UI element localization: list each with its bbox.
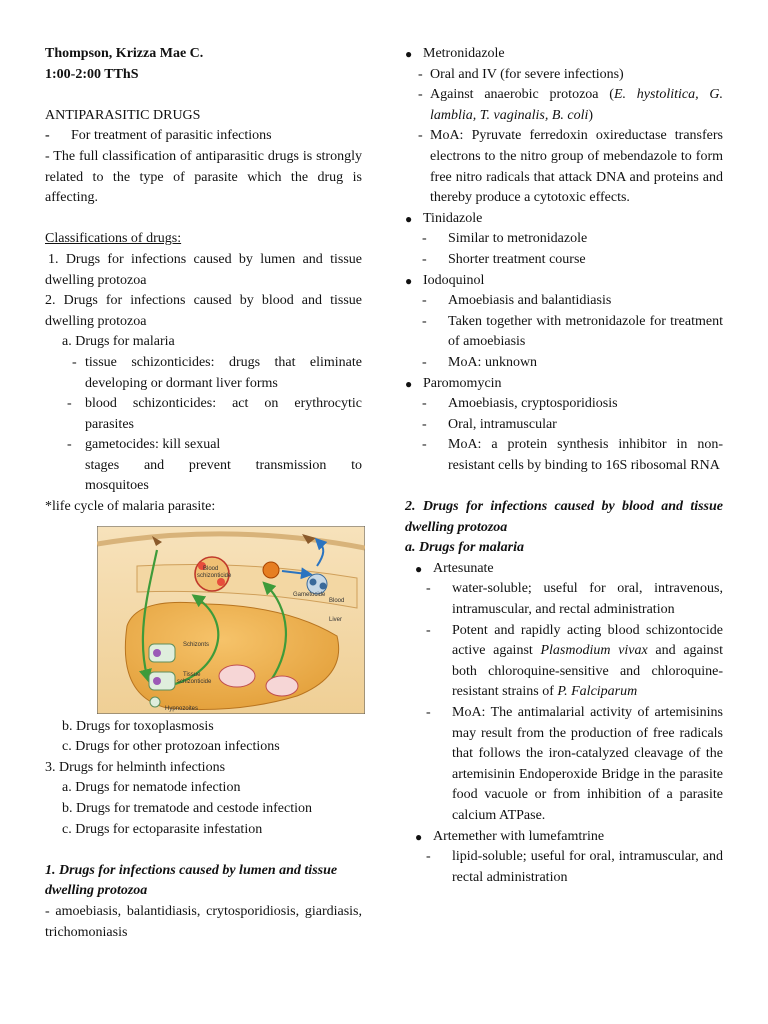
drug-point [426,847,723,888]
drug-point-text: Amoebiasis, cryptosporidiosis [448,396,618,412]
dash-marker: - [418,87,423,103]
drug-point-text: Oral and IV (for severe infections) [430,66,624,82]
drug-point [426,579,723,620]
bullet-icon: ● [405,211,413,226]
drug-point [426,703,723,827]
dash-marker: - [426,705,431,720]
drug-point-text: Shorter treatment course [448,251,586,267]
drug-item-metronidazole [405,44,723,65]
dash-marker: - [422,231,427,247]
dash-marker: - [67,437,72,453]
drug-point-text: water-soluble; useful for oral, intravenous, intramuscular, and rectal administration [452,581,723,618]
drug-point-text: Oral, intramuscular [448,416,557,432]
classifications-heading: Classifications of drugs: [45,231,182,247]
drug-point [422,229,723,250]
drug-name: Tinidazole [423,210,483,226]
malaria-sub-text: gametocides: kill sexual [85,437,221,453]
hepatocyte-cell [149,672,175,690]
organism-name: P. Falciparum [557,684,638,700]
section2-heading: 2. Drugs for infections caused by blood and tissue dwelling protozoa [405,499,723,535]
dash-marker: - [422,437,427,453]
page-title: ANTIPARASITIC DRUGS [45,107,201,123]
figure-label: Schizonts [183,641,210,648]
dash-marker: - [67,396,72,412]
figure-label: schizonticide [177,678,212,685]
dash-marker: - [418,66,423,82]
lifecycle-diagram [97,526,365,714]
left-column [45,44,362,943]
drug-name: Iodoquinol [423,272,485,288]
organism-list: E. hystolitica, G. lamblia, T. vaginalis, B. coli [430,87,723,123]
drug-point [422,250,723,271]
classification-item-3b: b. Drugs for trematode and cestode infection [62,801,312,817]
lifecycle-note: *life cycle of malaria parasite: [45,499,216,515]
drug-point [422,353,723,374]
merozoite-cluster [219,665,255,687]
section2-subheading: a. Drugs for malaria [405,540,525,556]
drug-point-text: and against both chloroquine-sensitive and chloroquine-resistant strains of [452,643,723,700]
dash-marker: - [45,128,50,144]
drug-name: Paromomycin [423,375,502,391]
gametocyte-core [320,582,327,589]
drug-item-iodoquinol [405,271,723,292]
author-name: Thompson, Krizza Mae C. [45,46,204,61]
figure-label: schizonticide [197,572,232,579]
classification-item-2: 2. Drugs for infections caused by blood and tissue dwelling protozoa [45,293,362,329]
intro-point-text: For treatment of parasitic infections [71,128,272,144]
drug-point-text: MoA: Pyruvate ferredoxin oxireductase transfers electrons to the nitro group of mebendazole to form free nitro radicals that attack DNA and proteins and thereby produce a cytotoxic effects. [430,128,723,206]
drug-point-text: MoA: a protein synthesis inhibitor in non-resistant cells by binding to 16S ribosomal RNA [448,437,723,473]
drug-point-text: MoA: unknown [448,354,538,370]
merozoite-cluster [266,676,298,696]
drug-point-text: MoA: The antimalarial activity of artemisinins may result from the production of free radicals that follows the iron-catalyzed cleavage of the artemisinin Endoperoxide Bridge in the parasite food vacuole or from inhibition of a parasite calcium ATPase. [452,705,723,823]
right-column [405,44,723,888]
classification-item-3a: a. Drugs for nematode infection [62,780,241,796]
section1-diseases: - amoebiasis, balantidiasis, crytosporidiosis, giardiasis, trichomoniasis [45,904,362,940]
intro-point [45,126,362,147]
hypnozoite-cell [150,697,160,707]
drug-point-text: Amoebiasis and balantidiasis [448,293,612,309]
figure-label: Tissue [183,671,201,678]
drug-point [405,65,723,86]
figure-label: Gametocide [293,591,326,598]
paren-close: ) [588,107,594,123]
drug-point [426,621,723,703]
drug-point-text: Taken together with metronidazole for treatment of amoebiasis [448,313,723,350]
classification-item-3c: c. Drugs for ectoparasite infestation [62,821,263,837]
classification-item-2a: a. Drugs for malaria [62,334,175,350]
drug-item-paromomycin [405,374,723,395]
dash-marker: - [422,396,427,412]
figure-label: Blood [329,597,345,604]
intro-paragraph: - The full classification of antiparasitic drugs is strongly related to the type of parasite which the drug is affecting. [45,148,362,206]
section1-title: Drugs for infections caused by lumen and tissue dwelling protozoa [45,862,338,899]
malaria-sub-item [45,353,362,394]
malaria-sub-text: tissue schizonticides: drugs that eliminate developing or dormant liver forms [85,354,362,391]
drug-point [422,415,723,436]
dash-marker: - [418,128,423,144]
hepatocyte-nucleus [153,677,161,685]
bullet-icon: ● [405,273,413,288]
figure-label: Blood [203,565,219,572]
drug-point [422,394,723,415]
classification-item-1: 1. Drugs for infections caused by lumen and tissue dwelling protozoa [45,251,362,288]
drug-point [422,312,723,353]
gametocyte-core [310,578,317,585]
drug-point [422,291,723,312]
malaria-lifecycle-figure [97,526,365,714]
drug-point [405,126,723,208]
drug-name: Artesunate [433,560,494,576]
drug-point [405,85,723,126]
schizont-nucleus [153,649,161,657]
red-cell [217,578,225,586]
drug-item-tinidazole [405,209,723,230]
section1-number: 1. [45,862,56,878]
malaria-sub-text: mosquitoes [85,478,149,494]
dash-marker: - [422,354,427,370]
figure-label: Liver [329,616,343,623]
classification-item-3: 3. Drugs for helminth infections [45,759,226,775]
drug-item-artesunate [415,559,723,580]
malaria-sub-item [45,435,362,497]
drug-item-artemether [415,827,723,848]
drug-point-text: lipid-soluble; useful for oral, intramuscular, and rectal administration [452,849,723,885]
drug-point-text: Against anaerobic protozoa ( [430,87,614,103]
dash-marker: - [422,293,427,309]
dash-marker: - [422,416,427,432]
bullet-icon: ● [405,47,413,61]
dash-marker: - [422,313,427,329]
class-schedule: 1:00-2:00 TThS [45,66,139,82]
schizont-cell [149,644,175,662]
drug-name: Artemether with lumefamtrine [433,828,605,844]
classification-item-2b: b. Drugs for toxoplasmosis [62,718,214,734]
drug-point [422,435,723,476]
bullet-icon: ● [415,561,423,576]
blood-schizonticide-target [263,562,279,578]
dash-marker: - [426,622,431,638]
malaria-sub-text: stages and prevent transmission to [85,457,362,473]
section1-heading [45,861,362,902]
bullet-icon: ● [415,829,423,844]
malaria-sub-text: blood schizonticides: act on erythrocytic parasites [85,396,362,432]
drug-point-text: Similar to metronidazole [448,231,588,247]
dash-marker: - [72,354,77,370]
dash-marker: - [422,251,427,267]
organism-name: Plasmodium vivax [540,643,648,659]
figure-label: Hypnozoites [165,705,199,712]
dash-marker: - [426,581,431,597]
drug-name: Metronidazole [423,46,505,61]
dash-marker: - [426,849,431,865]
classification-item-2c: c. Drugs for other protozoan infections [62,739,280,755]
malaria-sub-item [45,394,362,435]
bullet-icon: ● [405,376,413,391]
drug-point-text: Potent and rapidly acting blood schizontocide active against [452,622,723,659]
